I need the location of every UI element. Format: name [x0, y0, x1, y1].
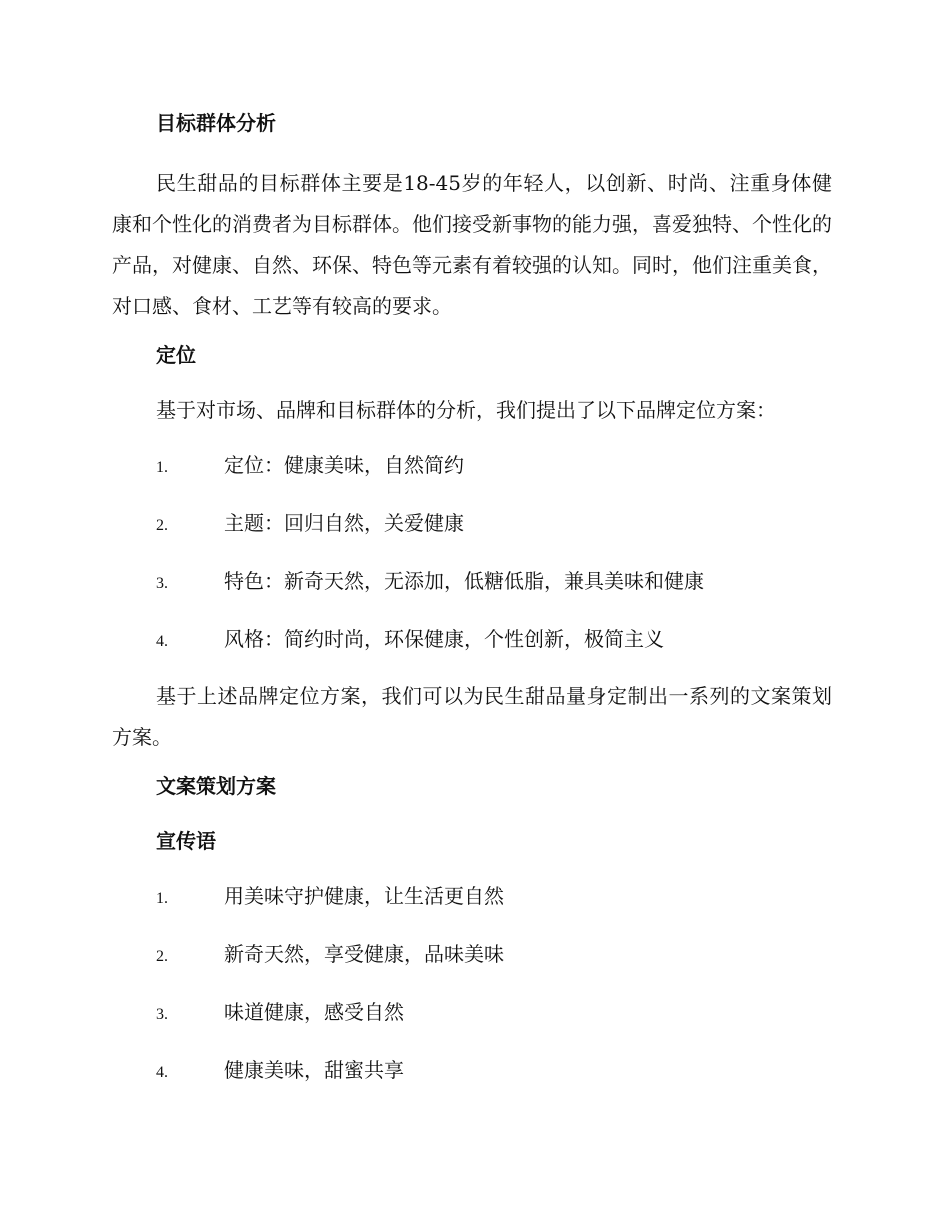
list-text: 用美味守护健康，让生活更自然 — [224, 884, 504, 908]
list-item — [112, 508, 832, 541]
list-item — [112, 1055, 832, 1088]
heading-slogan: 宣传语 — [156, 829, 216, 853]
list-text: 主题：回归自然，关爱健康 — [224, 511, 464, 535]
list-text: 定位：健康美味，自然简约 — [224, 453, 464, 477]
list-item — [112, 624, 832, 657]
list-item — [112, 997, 832, 1030]
list-number: 4. — [156, 633, 168, 650]
heading-positioning: 定位 — [156, 343, 196, 367]
list-text: 味道健康，感受自然 — [224, 1000, 404, 1024]
list-item — [112, 939, 832, 972]
list-number: 2. — [156, 517, 168, 534]
list-text: 新奇天然，享受健康，品味美味 — [224, 942, 504, 966]
list-number: 4. — [156, 1064, 168, 1081]
list-number: 1. — [156, 890, 168, 907]
list-item — [112, 566, 832, 599]
list-text: 风格：简约时尚，环保健康，个性创新，极简主义 — [224, 627, 664, 651]
list-number: 3. — [156, 1006, 168, 1023]
document-content — [112, 108, 832, 1113]
list-text: 健康美味，甜蜜共享 — [224, 1058, 404, 1082]
paragraph-target-analysis: 民生甜品的目标群体主要是18-45岁的年轻人，以创新、时尚、注重身体健康和个性化的消费者为目标群体。他们接受新事物的能力强，喜爱独特、个性化的产品，对健康、自然、环保、特色等元素有着较强的认知。同时，他们注重美食，对口感、食材、工艺等有较高的要求。 — [112, 171, 832, 318]
list-number: 1. — [156, 459, 168, 476]
list-text: 特色：新奇天然，无添加，低糖低脂，兼具美味和健康 — [224, 569, 704, 593]
list-number: 3. — [156, 575, 168, 592]
heading-copy-plan: 文案策划方案 — [156, 774, 276, 798]
heading-target-analysis: 目标群体分析 — [156, 111, 276, 135]
paragraph-positioning-outro: 基于上述品牌定位方案，我们可以为民生甜品量身定制出一系列的文案策划方案。 — [112, 684, 832, 749]
paragraph-positioning-intro: 基于对市场、品牌和目标群体的分析，我们提出了以下品牌定位方案： — [156, 398, 776, 422]
list-item — [112, 450, 832, 483]
list-item — [112, 881, 832, 914]
list-number: 2. — [156, 948, 168, 965]
